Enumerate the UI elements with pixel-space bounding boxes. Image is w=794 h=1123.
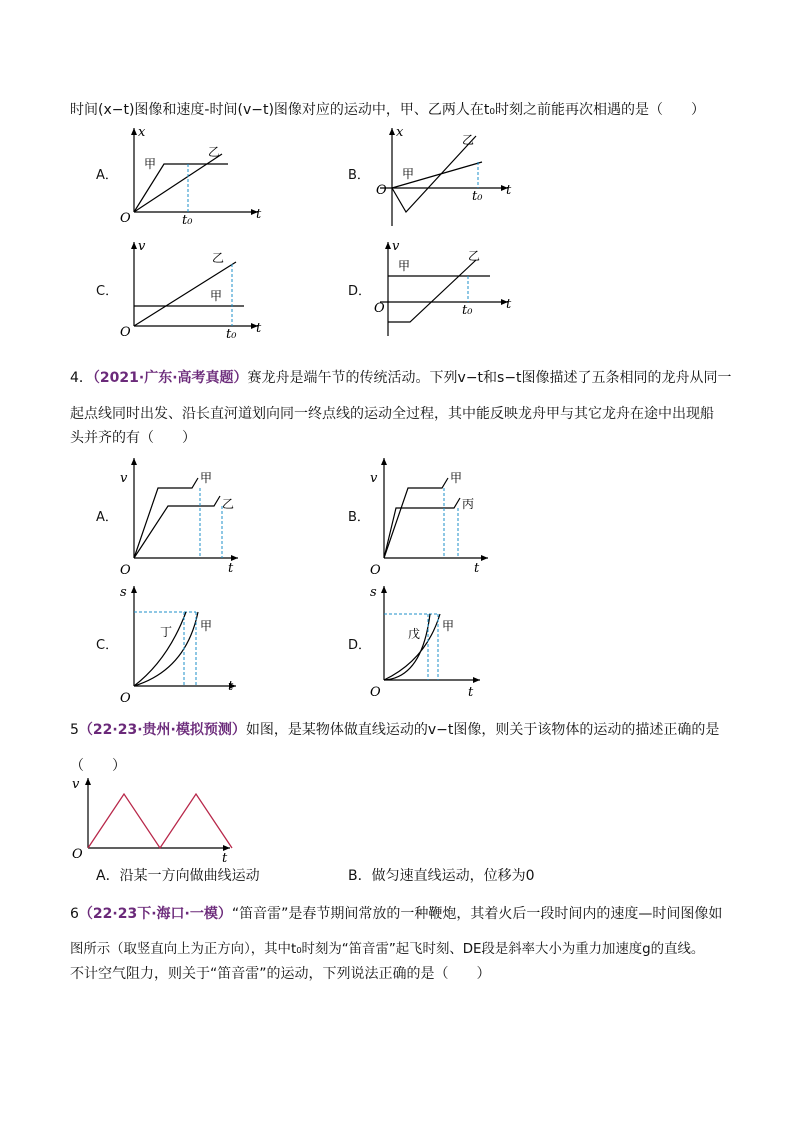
- series-jia-curve: [384, 614, 440, 680]
- origin-label: O: [370, 563, 381, 578]
- y-axis-label: s: [370, 585, 377, 600]
- q3-option-a-graph: [118, 122, 278, 230]
- x-axis-label: t: [256, 207, 262, 222]
- q4-option-d-graph: [368, 580, 508, 704]
- series-jia-label: 甲: [200, 619, 213, 633]
- x-axis-label: t: [468, 685, 474, 700]
- y-axis-label: s: [120, 585, 127, 600]
- q6-number: 6: [70, 906, 79, 922]
- y-axis-label: v: [72, 777, 80, 792]
- series-wu-curve: [384, 614, 430, 680]
- series-yi-label: 乙: [462, 133, 475, 147]
- origin-label: O: [120, 563, 131, 578]
- q4-option-a-graph: [118, 452, 258, 576]
- q4-option-b-label: B．: [348, 510, 370, 525]
- q5-line-1-text: 如图，是某物体做直线运动的v−t图像，则关于该物体的运动的描述正确的是: [245, 722, 720, 738]
- y-axis-label: v: [370, 471, 378, 486]
- x-axis-label: t: [474, 561, 480, 576]
- series-bing-label: 丙: [462, 497, 475, 511]
- q3-option-a-label: A．: [96, 168, 118, 183]
- y-axis-label: x: [396, 125, 404, 140]
- series-bing-line: [384, 498, 460, 558]
- x-axis-label: t: [222, 851, 228, 866]
- q4-line-3: 头并齐的有（ ）: [70, 430, 196, 446]
- q4-line-2: 起点线同时出发、沿长直河道划向同一终点线的运动全过程，其中能反映龙舟甲与其它龙舟在途中出现船: [70, 406, 714, 422]
- series-wu-label: 戊: [408, 627, 421, 641]
- q4-option-b-graph: [368, 452, 508, 576]
- series-jia-line: [134, 164, 228, 212]
- series-yi-label: 乙: [222, 497, 235, 511]
- origin-label: O: [120, 325, 131, 340]
- q4-option-a-label: A．: [96, 510, 118, 525]
- q3-option-b-label: B．: [348, 168, 370, 183]
- q4-number: 4．: [70, 370, 93, 386]
- series-yi-label: 乙: [468, 249, 481, 263]
- q5-option-a: A．沿某一方向做曲线运动: [96, 868, 260, 884]
- series-ding-label: 丁: [160, 625, 173, 639]
- q4-option-d-label: D．: [348, 638, 372, 653]
- q6-line-1-text: “笛音雷”是春节期间常放的一种鞭炮，其着火后一段时间内的速度—时间图像如: [231, 906, 723, 922]
- q6-line-2: 图所示（取竖直向上为正方向），其中t₀时刻为“笛音雷”起飞时刻、DE段是斜率大小为重力加速度g的直线。: [70, 942, 705, 957]
- q4-option-c-label: C．: [96, 638, 119, 653]
- origin-label: O: [120, 211, 131, 226]
- q3-option-d-graph: [372, 236, 522, 344]
- q4-source: （2021·广东·高考真题）: [92, 370, 248, 386]
- series-ding-curve: [134, 612, 186, 686]
- q6-source: （22·23下·海口·一模）: [78, 906, 232, 922]
- x-axis-label: t: [228, 679, 234, 694]
- y-axis-label: v: [392, 239, 400, 254]
- origin-label: O: [374, 301, 385, 316]
- t0-label: t₀: [462, 303, 473, 318]
- q6-line-3: 不计空气阻力，则关于“笛音雷”的运动，下列说法正确的是（ ）: [70, 966, 491, 982]
- q3-option-c-label: C．: [96, 284, 119, 299]
- q4-line-1-text: 赛龙舟是端午节的传统活动。下列v−t和s−t图像描述了五条相同的龙舟从同一: [247, 370, 732, 386]
- series-yi-label: 乙: [212, 251, 225, 265]
- q4-option-c-graph: [118, 580, 258, 704]
- q3-option-b-graph: [372, 122, 522, 230]
- series-jia-curve: [134, 612, 198, 686]
- t0-label: t₀: [182, 213, 193, 228]
- y-axis-label: x: [138, 125, 146, 140]
- y-axis-label: v: [120, 471, 128, 486]
- q5-line-2: （ ）: [70, 758, 126, 774]
- series-jia-label: 甲: [210, 289, 223, 303]
- q6-line-1: [70, 904, 722, 924]
- series-yi-label: 乙: [208, 145, 221, 159]
- series-jia-label: 甲: [398, 259, 411, 273]
- series-jia-label: 甲: [442, 619, 455, 633]
- q5-number: 5: [70, 722, 79, 738]
- q5-source: （22·23·贵州·模拟预测）: [78, 722, 246, 738]
- x-axis-label: t: [256, 321, 262, 336]
- q3-stem: 时间(x−t)图像和速度-时间(v−t)图像对应的运动中，甲、乙两人在t₀时刻之前能再次相遇的是（ ）: [70, 102, 706, 118]
- q5-vt-graph: [66, 772, 246, 868]
- series-jia-label: 甲: [450, 471, 463, 485]
- q5-line-1: [70, 720, 719, 740]
- q5-option-b: B．做匀速直线运动，位移为0: [348, 868, 535, 884]
- y-axis-label: v: [138, 239, 146, 254]
- series-jia-label: 甲: [200, 471, 213, 485]
- series-jia-line: [134, 478, 198, 558]
- origin-label: O: [72, 847, 83, 862]
- x-axis-label: t: [228, 561, 234, 576]
- series-jia-label: 甲: [402, 167, 415, 181]
- x-axis-label: t: [506, 183, 512, 198]
- origin-label: O: [370, 685, 381, 700]
- q3-option-d-label: D．: [348, 284, 372, 299]
- series-yi-line: [134, 496, 220, 558]
- t0-label: t₀: [472, 189, 483, 204]
- origin-label: O: [120, 691, 131, 706]
- t0-label: t₀: [226, 327, 237, 342]
- q4-line-1: [70, 368, 732, 388]
- origin-label: O: [376, 183, 387, 198]
- x-axis-label: t: [506, 297, 512, 312]
- q5-series-line: [88, 794, 232, 848]
- q3-option-c-graph: [118, 236, 278, 344]
- series-jia-label: 甲: [144, 157, 157, 171]
